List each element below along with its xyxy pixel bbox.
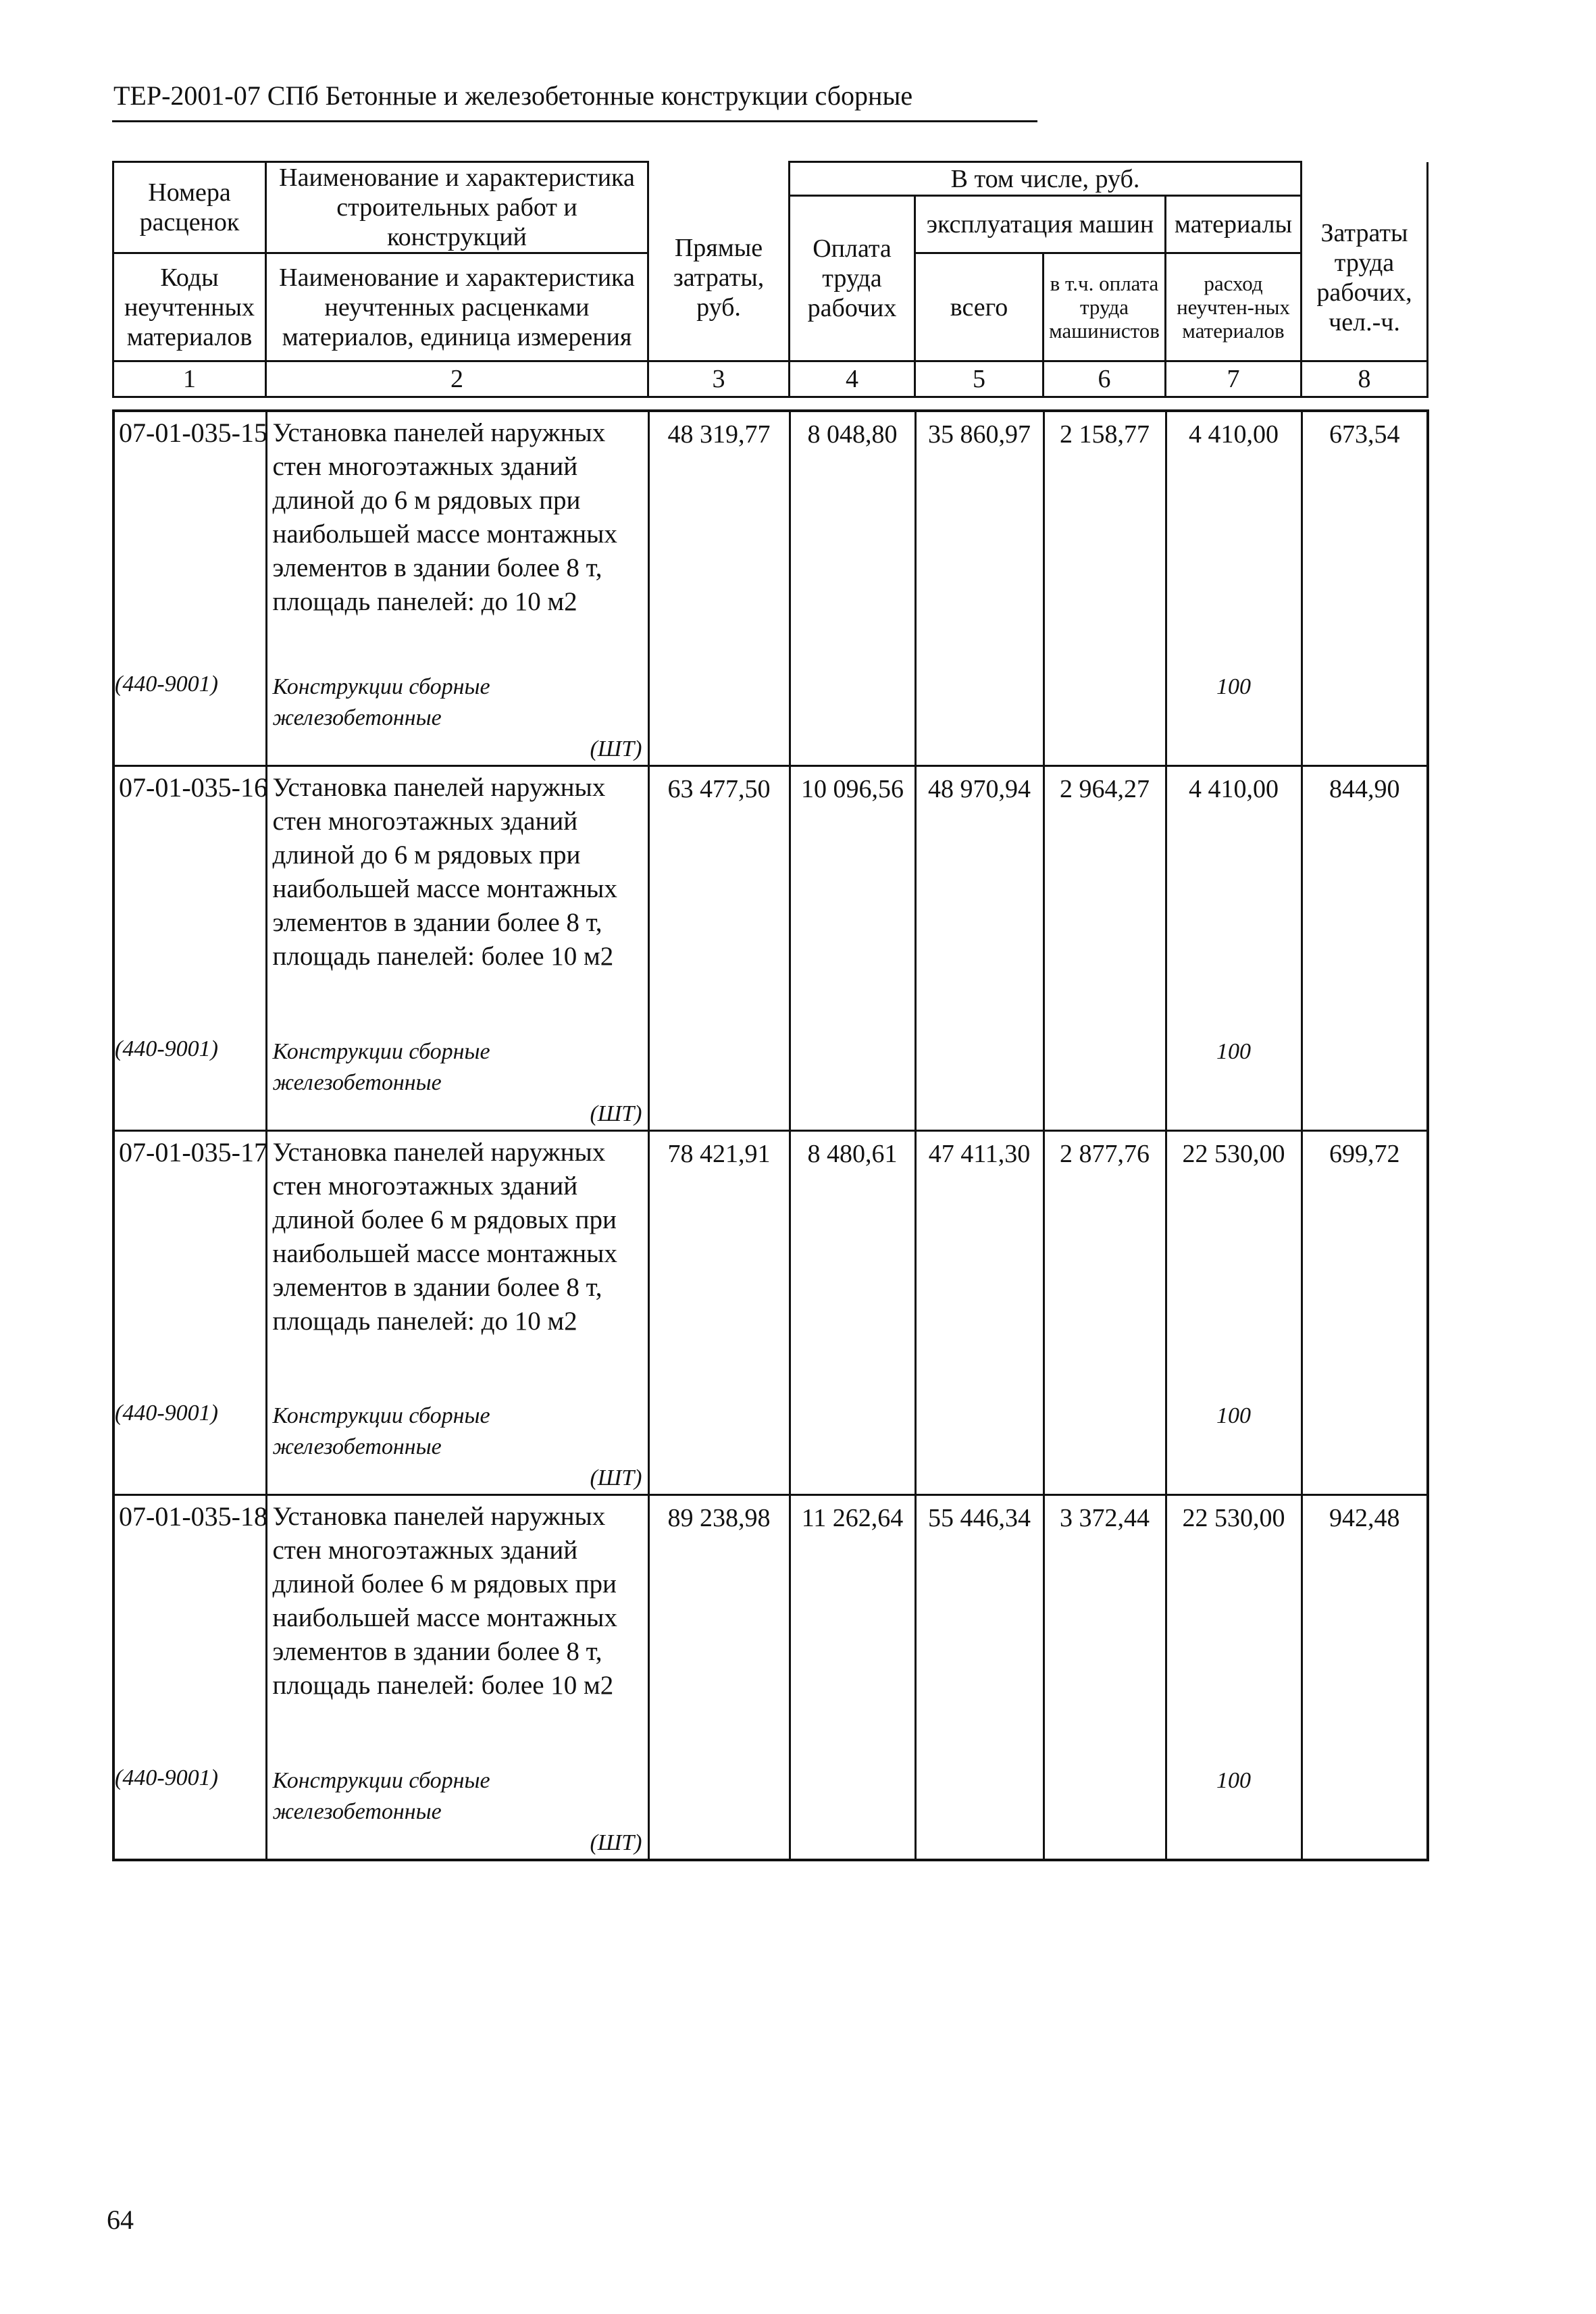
material-code: (440-9001) — [113, 1032, 266, 1131]
header-col3-spacer — [648, 162, 790, 196]
labor-hours: 699,72 — [1302, 1130, 1428, 1397]
col-number-2: 2 — [266, 361, 648, 397]
material-name: Конструкции сборные железобетонные — [272, 1403, 490, 1459]
material-unit: (ШТ) — [590, 1101, 642, 1126]
empty-cell — [1044, 1032, 1166, 1131]
header-machines-label: эксплуатация машин — [915, 196, 1166, 253]
direct-costs: 63 477,50 — [648, 766, 790, 1032]
header-col2-bottom: Наименование и характеристика неучтенных расценками материалов, единица измерения — [266, 253, 648, 361]
rate-code: 07-01-035-15 — [113, 411, 266, 668]
direct-costs: 78 421,91 — [648, 1130, 790, 1397]
labor-hours: 673,54 — [1302, 411, 1428, 668]
empty-cell — [915, 1761, 1044, 1860]
rate-description: Установка панелей наружных стен многоэтажных зданий длиной более 6 м рядовых при наибольшей массе монтажных элементов в здании более 8 т, площадь панелей: более 10 м2 — [266, 1495, 648, 1761]
material-quantity: 100 — [1166, 1397, 1302, 1495]
labor-pay: 11 262,64 — [790, 1495, 915, 1761]
empty-cell — [1044, 1397, 1166, 1495]
empty-cell — [915, 1032, 1044, 1131]
col-number-4: 4 — [790, 361, 915, 397]
table-row — [113, 766, 1428, 1032]
header-col2-top: Наименование и характеристика строительных работ и конструкций — [266, 162, 648, 253]
material-name-cell — [266, 1032, 648, 1131]
labor-hours: 844,90 — [1302, 766, 1428, 1032]
empty-cell — [1302, 668, 1428, 766]
material-unit: (ШТ) — [590, 736, 642, 761]
material-quantity: 100 — [1166, 1761, 1302, 1860]
empty-cell — [1044, 1761, 1166, 1860]
labor-pay: 8 480,61 — [790, 1130, 915, 1397]
materials-cost: 22 530,00 — [1166, 1130, 1302, 1397]
material-code: (440-9001) — [113, 1397, 266, 1495]
empty-cell — [648, 668, 790, 766]
header-col6: в т.ч. оплата труда машинистов — [1044, 253, 1166, 361]
empty-cell — [790, 1397, 915, 1495]
empty-cell — [915, 1397, 1044, 1495]
empty-cell — [1302, 1397, 1428, 1495]
header-group-label: В том числе, руб. — [790, 162, 1302, 196]
labor-hours: 942,48 — [1302, 1495, 1428, 1761]
material-name: Конструкции сборные железобетонные — [272, 1767, 490, 1824]
rate-code: 07-01-035-18 — [113, 1495, 266, 1761]
rates-table — [112, 409, 1429, 1861]
labor-pay: 8 048,80 — [790, 411, 915, 668]
header-col3: Прямые затраты, руб. — [648, 196, 790, 361]
table-row — [113, 1495, 1428, 1761]
empty-cell — [1302, 1032, 1428, 1131]
materials-cost: 22 530,00 — [1166, 1495, 1302, 1761]
title-rule — [112, 120, 1037, 122]
material-name-cell — [266, 668, 648, 766]
material-row — [113, 1761, 1428, 1860]
header-col8: Затраты труда рабочих, чел.-ч. — [1302, 196, 1428, 361]
direct-costs: 89 238,98 — [648, 1495, 790, 1761]
rate-description: Установка панелей наружных стен многоэтажных зданий длиной более 6 м рядовых при наибольшей массе монтажных элементов в здании более 8 т, площадь панелей: до 10 м2 — [266, 1130, 648, 1397]
table-row — [113, 411, 1428, 668]
material-name-cell — [266, 1761, 648, 1860]
table-header — [112, 161, 1428, 398]
col-number-7: 7 — [1166, 361, 1302, 397]
page-number: 64 — [107, 2205, 134, 2235]
empty-cell — [648, 1032, 790, 1131]
col-number-6: 6 — [1044, 361, 1166, 397]
material-code: (440-9001) — [113, 668, 266, 766]
col-number-5: 5 — [915, 361, 1044, 397]
machines-total: 47 411,30 — [915, 1130, 1044, 1397]
rate-code: 07-01-035-17 — [113, 1130, 266, 1397]
header-col1-top: Номера расценок — [113, 162, 266, 253]
col-number-8: 8 — [1302, 361, 1428, 397]
machinist-pay: 3 372,44 — [1044, 1495, 1166, 1761]
header-col7: расход неучтен-ных материалов — [1166, 253, 1302, 361]
empty-cell — [790, 668, 915, 766]
empty-cell — [1044, 668, 1166, 766]
material-unit: (ШТ) — [590, 1830, 642, 1855]
col-number-3: 3 — [648, 361, 790, 397]
rate-code: 07-01-035-16 — [113, 766, 266, 1032]
material-name-cell — [266, 1397, 648, 1495]
material-name: Конструкции сборные железобетонные — [272, 1038, 490, 1095]
materials-cost: 4 410,00 — [1166, 411, 1302, 668]
material-row — [113, 1397, 1428, 1495]
material-code: (440-9001) — [113, 1761, 266, 1860]
machinist-pay: 2 964,27 — [1044, 766, 1166, 1032]
empty-cell — [790, 1032, 915, 1131]
header-col5: всего — [915, 253, 1044, 361]
empty-cell — [915, 668, 1044, 766]
materials-cost: 4 410,00 — [1166, 766, 1302, 1032]
rate-description: Установка панелей наружных стен многоэтажных зданий длиной до 6 м рядовых при наибольшей массе монтажных элементов в здании более 8 т, площадь панелей: до 10 м2 — [266, 411, 648, 668]
material-name: Конструкции сборные железобетонные — [272, 674, 490, 730]
material-quantity: 100 — [1166, 1032, 1302, 1131]
col-number-1: 1 — [113, 361, 266, 397]
empty-cell — [648, 1761, 790, 1860]
table-row — [113, 1130, 1428, 1397]
header-col8-spacer — [1302, 162, 1428, 196]
machinist-pay: 2 877,76 — [1044, 1130, 1166, 1397]
header-materials-label: материалы — [1166, 196, 1302, 253]
header-col1-bottom: Коды неучтенных материалов — [113, 253, 266, 361]
document-title: ТЕР-2001-07 СПб Бетонные и железобетонные конструкции сборные — [113, 80, 913, 111]
header-col4: Оплата труда рабочих — [790, 196, 915, 361]
direct-costs: 48 319,77 — [648, 411, 790, 668]
material-unit: (ШТ) — [590, 1465, 642, 1490]
machines-total: 48 970,94 — [915, 766, 1044, 1032]
machines-total: 35 860,97 — [915, 411, 1044, 668]
material-row — [113, 1032, 1428, 1131]
material-quantity: 100 — [1166, 668, 1302, 766]
labor-pay: 10 096,56 — [790, 766, 915, 1032]
material-row — [113, 668, 1428, 766]
empty-cell — [790, 1761, 915, 1860]
machinist-pay: 2 158,77 — [1044, 411, 1166, 668]
empty-cell — [648, 1397, 790, 1495]
rate-description: Установка панелей наружных стен многоэтажных зданий длиной до 6 м рядовых при наибольшей массе монтажных элементов в здании более 8 т, площадь панелей: более 10 м2 — [266, 766, 648, 1032]
machines-total: 55 446,34 — [915, 1495, 1044, 1761]
empty-cell — [1302, 1761, 1428, 1860]
